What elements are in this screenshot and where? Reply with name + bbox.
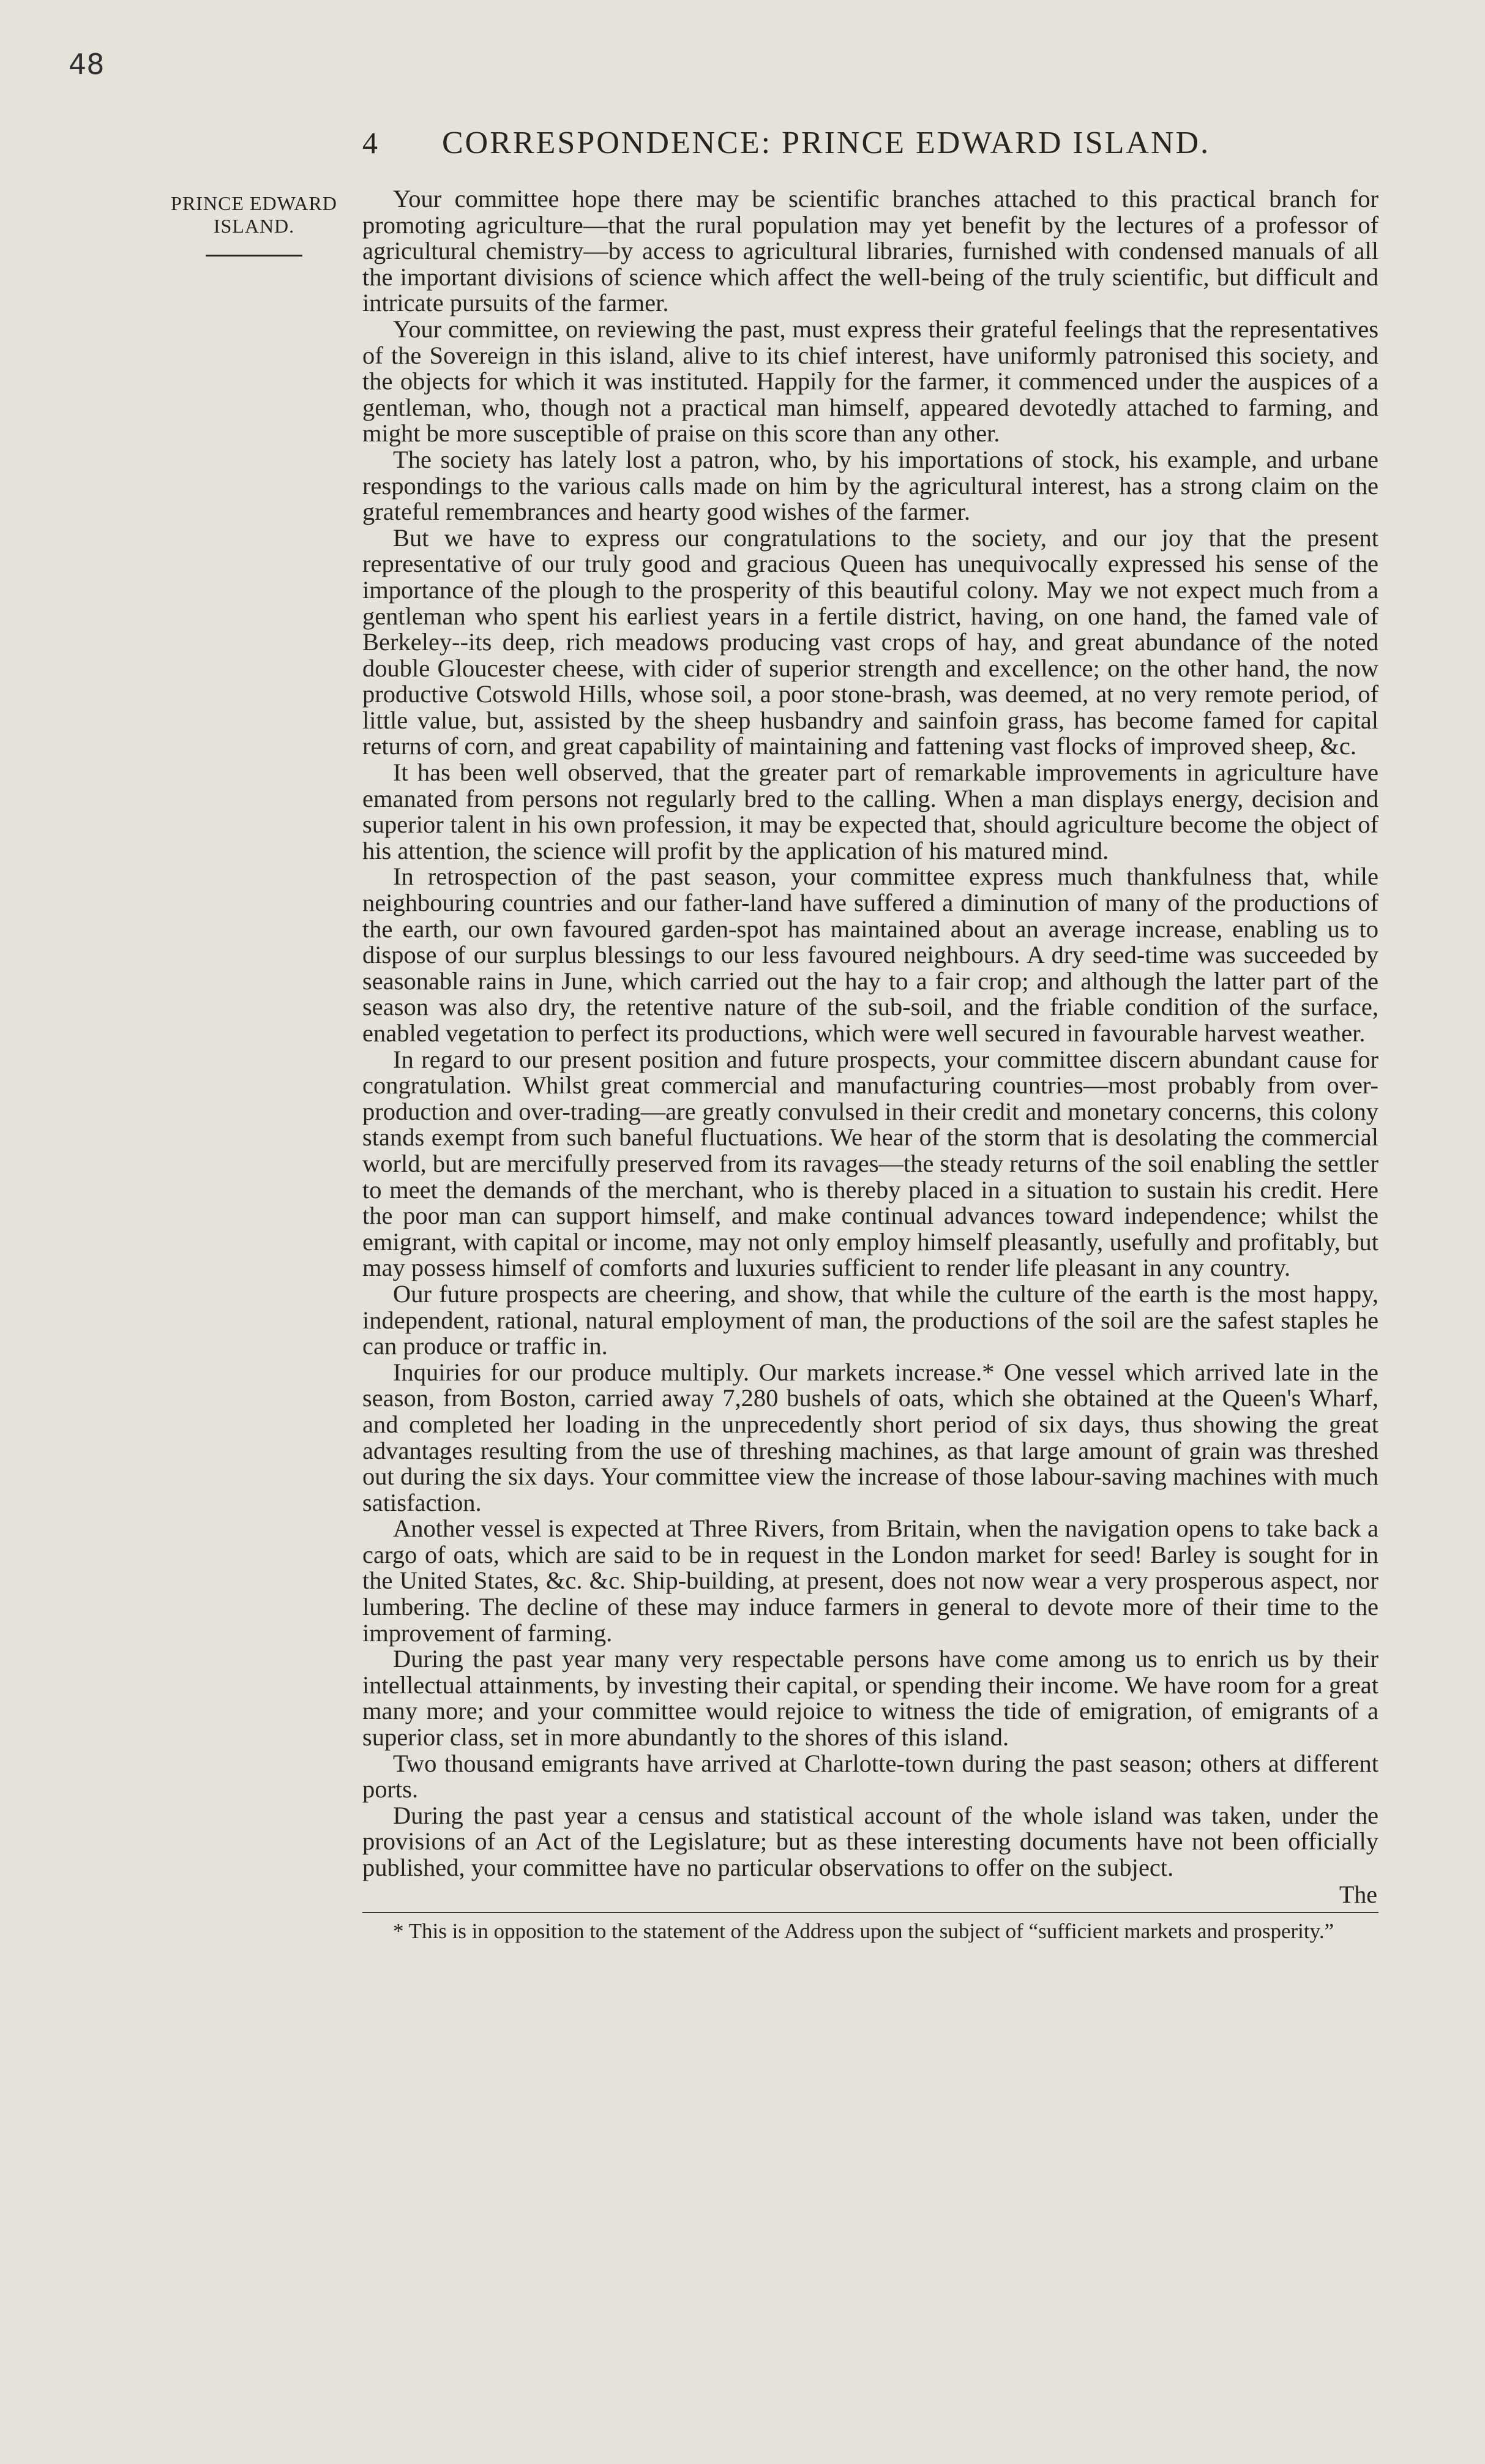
running-head-title: CORRESPONDENCE: PRINCE EDWARD ISLAND. [442,125,1211,160]
paragraph: Inquiries for our produce multiply. Our markets increase.* One vessel which arrived late in the season, from Boston, carried away 7,280 bushels of oats, which she obtained at the Queen's Wharf, and completed her loading in the unprecedently short period of six days, thus showing the great advantages resulting from the use of threshing machines, as that large amount of grain was threshed out during the six days. Your committee view the increase of those labour-saving machines with much satisfaction. [362,1358,1378,1516]
paragraph: Another vessel is expected at Three Rivers, from Britain, when the navigation opens to take back a cargo of oats, which are said to be in request in the London market for seed! Barley is sought for in the United States, &c. &c. Ship-building, at present, does not now wear a very prosperous aspect, nor lumbering. The decline of these may induce farmers in general to devote more of their time to the improvement of farming. [362,1515,1378,1647]
paragraph: But we have to express our congratulations to the society, and our joy that the present representative of our truly good and gracious Queen has unequivocally expressed his sense of the importance of the plough to the prosperity of this beautiful colony. May we not expect much from a gentleman who spent his earliest years in a fertile district, having, on one hand, the famed vale of Berkeley--its deep, rich meadows producing vast crops of hay, and great abundance of the noted double Gloucester cheese, with cider of superior strength and excellence; on the other hand, the now productive Cotswold Hills, whose soil, a poor stone-brash, was deemed, at no very remote period, of little value, but, assisted by the sheep husbandry and sainfoin grass, has become famed for capital returns of corn, and great capability of maintaining and fattening vast flocks of improved sheep, &c. [362,523,1378,760]
paragraph: In retrospection of the past season, your committee express much thankfulness that, while neighbouring countries and our father-land have suffered a diminution of many of the productions of the earth, our own favoured garden-spot has maintained about an average increase, enabling us to dispose of our surplus blessings to our less favoured neighbours. A dry seed-time was succeeded by seasonable rains in June, which carried out the hay to a fair crop; and although the latter part of the season was also dry, the retentive nature of the sub-soil, and the friable condition of the surface, enabled vegetation to perfect its productions, which were well secured in favourable harvest weather. [362,863,1378,1047]
paragraph: During the past year many very respectable persons have come among us to enrich us by their intellectual attainments, by investing their capital, or spending their income. We have room for a great many more; and your committee would rejoice to witness the tide of emigration, of emigrants of a superior class, set in more abundantly to the shores of this island. [362,1645,1378,1751]
paragraph: Two thousand emigrants have arrived at Charlotte-town during the past season; others at different ports. [362,1749,1378,1803]
paragraph: Your committee, on reviewing the past, must express their grateful feelings that the representatives of the Sovereign in this island, alive to its chief interest, have uniformly patronised this society, and the objects for which it was instituted. Happily for the farmer, it commenced under the auspices of a gentleman, who, though not a practical man himself, appeared devotedly attached to farming, and might be more susceptible of praise on this score than any other. [362,315,1378,447]
running-head-page-number: 4 [362,125,378,160]
running-head [362,125,1256,161]
page-folio: 48 [69,48,105,81]
paragraph: It has been well observed, that the greater part of remarkable improvements in agriculture have emanated from persons not regularly bred to the calling. When a man displays energy, decision and superior talent in his own profession, it may be expected that, should agriculture become the object of his attention, the science will profit by the application of his matured mind. [362,758,1378,864]
body-text [362,186,1378,1943]
margin-note-line-2: ISLAND. [213,215,295,237]
paragraph: The society has lately lost a patron, who, by his importations of stock, his example, and urbane respondings to the various calls made on him by the agricultural interest, has a strong claim on the grateful remembrances and hearty good wishes of the farmer. [362,445,1378,526]
margin-note-rule [206,255,302,257]
margin-note-line-1: PRINCE EDWARD [171,192,337,214]
footnote: * This is in opposition to the statement of the Address upon the subject of “sufficient markets and prosperity.” [393,1919,1334,1943]
paragraph: During the past year a census and statistical account of the whole island was taken, under the provisions of an Act of the Legislature; but as these interesting documents have not been officially published, your committee have no particular observations to offer on the subject. [362,1801,1378,1881]
paragraph: Our future prospects are cheering, and show, that while the culture of the earth is the most happy, independent, rational, natural employment of man, the productions of the soil are the safest staples he can produce or traffic in. [362,1279,1378,1360]
margin-note [153,192,355,257]
footnote-rule [362,1912,1378,1913]
catchword: The [1339,1880,1377,1908]
paragraph: In regard to our present position and future prospects, your committee discern abundant cause for congratulation. Whilst great commercial and manufacturing countries—most probably from over-production and over-trading—are greatly convulsed in their credit and monetary concerns, this colony stands exempt from such baneful fluctuations. We hear of the storm that is desolating the commercial world, but are mercifully preserved from its ravages—the steady returns of the soil enabling the settler to meet the demands of the merchant, who is thereby placed in a situation to sustain his credit. Here the poor man can support himself, and make continual advances toward independence; whilst the emigrant, with capital or income, may not only employ himself pleasantly, usefully and profitably, but may possess himself of comforts and luxuries sufficient to render life pleasant in any country. [362,1045,1378,1282]
paragraph: Your committee hope there may be scientific branches attached to this practical branch for promoting agriculture—that the rural population may yet benefit by the lectures of a professor of agricultural chemistry—by access to agricultural libraries, furnished with condensed manuals of all the important divisions of science which affect the well-being of the truly scientific, but difficult and intricate pursuits of the farmer. [362,185,1378,317]
